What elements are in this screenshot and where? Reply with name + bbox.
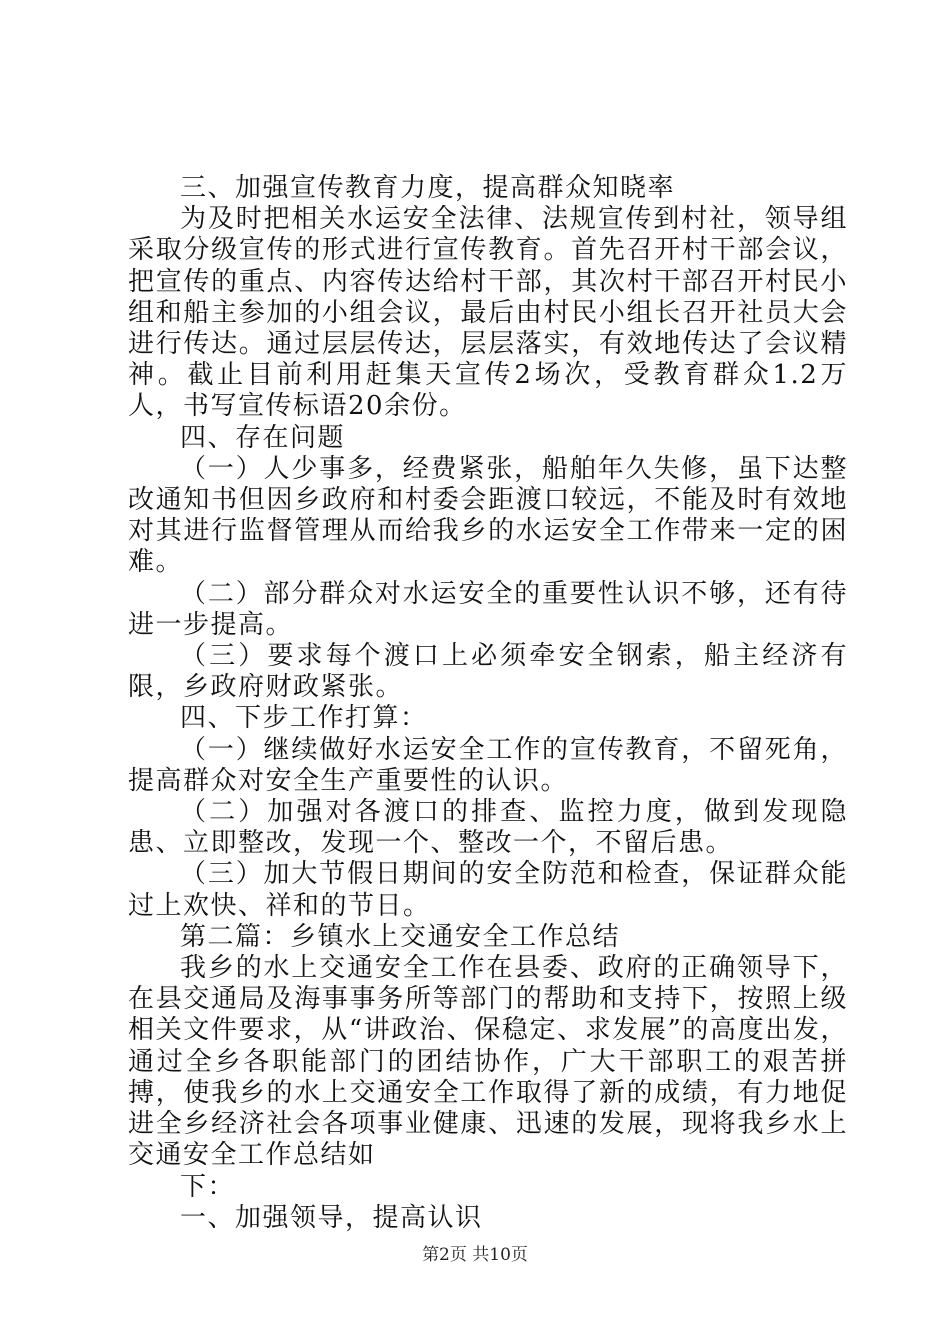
section-heading: 四、存在问题 xyxy=(180,422,346,453)
body-paragraph: （二）加强对各渡口的排查、监控力度，做到发现隐患、立即整改，发现一个、整改一个，不留后患。 xyxy=(128,797,848,859)
page-footer: 第2页 共10页 xyxy=(422,1245,528,1265)
section-heading: 一、加强领导，提高认识 xyxy=(180,1202,483,1233)
body-paragraph: 我乡的水上交通安全工作在县委、政府的正确领导下，在县交通局及海事事务所等部门的帮助和支持下，按照上级相关文件要求，从“讲政治、保稳定、求发展”的高度出发，通过全乡各职能部门的团结协作，广大干部职工的艰苦拼搏，使我乡的水上交通安全工作取得了新的成绩，有力地促进全乡经济社会各项事业健康、迅速的发展，现将我乡水上交通安全工作总结如 xyxy=(128,953,848,1171)
section-heading: 三、加强宣传教育力度，提高群众知晓率 xyxy=(180,173,676,203)
document-body xyxy=(128,173,848,1234)
body-paragraph: （二）部分群众对水运安全的重要性认识不够，还有待进一步提高。 xyxy=(128,578,848,640)
body-paragraph: （一）继续做好水运安全工作的宣传教育，不留死角，提高群众对安全生产重要性的认识。 xyxy=(128,734,848,796)
body-paragraph: （三）要求每个渡口上必须牵安全钢索，船主经济有限，乡政府财政紧张。 xyxy=(128,641,848,703)
body-paragraph: （一）人少事多，经费紧张，船舶年久失修，虽下达整改通知书但因乡政府和村委会距渡口较远，不能及时有效地对其进行监督管理从而给我乡的水运安全工作带来一定的困难。 xyxy=(128,453,848,578)
body-paragraph: 为及时把相关水运安全法律、法规宣传到村社，领导组采取分级宣传的形式进行宣传教育。首先召开村干部会议，把宣传的重点、内容传达给村干部，其次村干部召开村民小组和船主参加的小组会议，最后由村民小组长召开社员大会进行传达。通过层层传达，层层落实，有效地传达了会议精神。截止目前利用赶集天宣传2场次，受教育群众1.2万人，书写宣传标语20余份。 xyxy=(128,204,848,422)
body-paragraph: （三）加大节假日期间的安全防范和检查，保证群众能过上欢快、祥和的节日。 xyxy=(128,859,848,921)
chapter-heading: 第二篇：乡镇水上交通安全工作总结 xyxy=(180,921,621,952)
body-paragraph: 下： xyxy=(180,1171,236,1202)
section-heading: 四、下步工作打算： xyxy=(180,703,428,734)
